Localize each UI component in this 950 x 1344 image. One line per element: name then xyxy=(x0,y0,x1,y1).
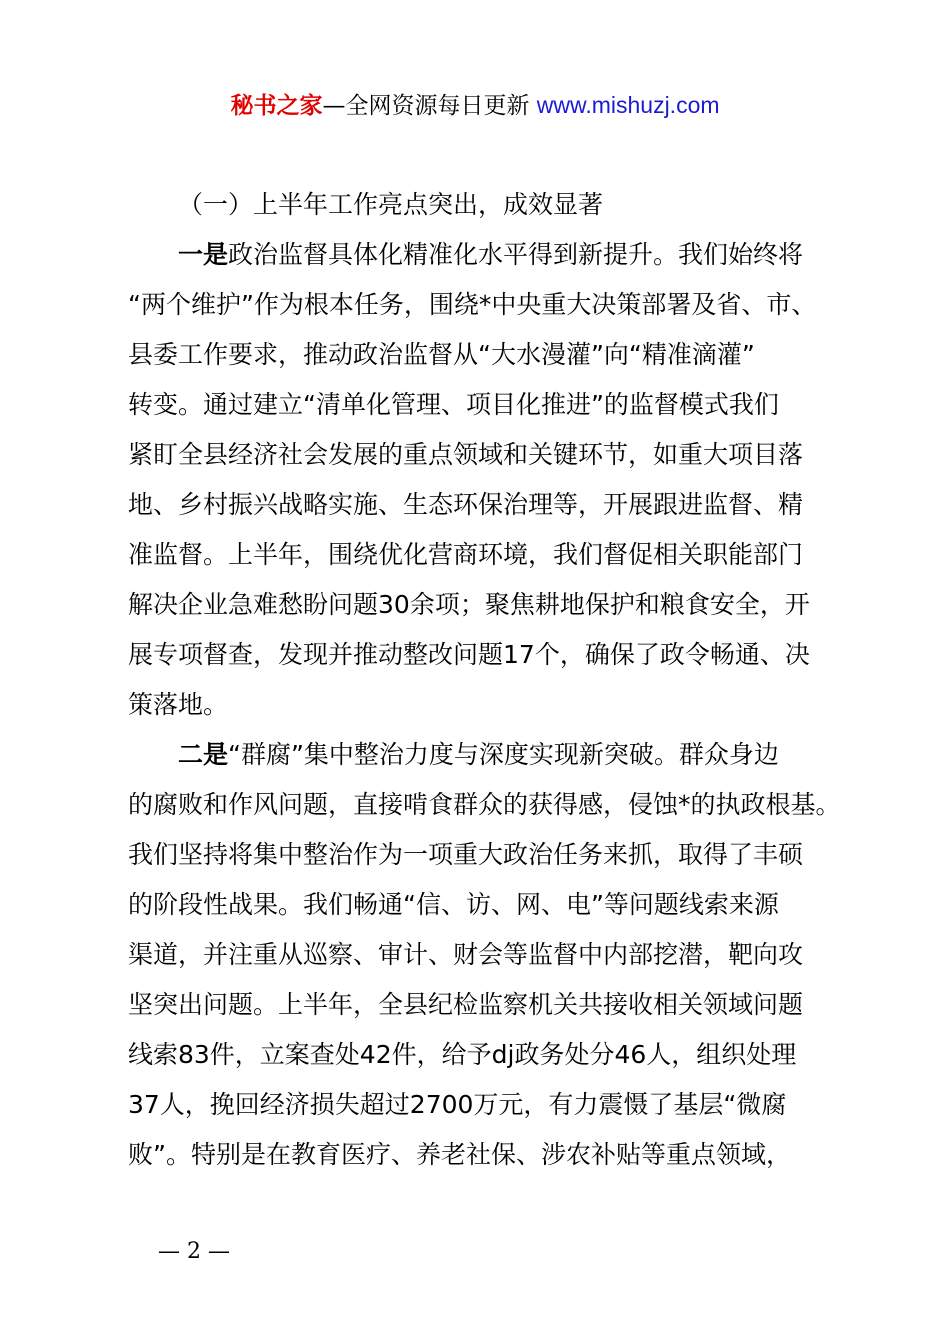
paragraph-line: 的腐败和作风问题，直接啃食群众的获得感，侵蚀*的执政根基。 xyxy=(128,790,841,819)
paragraph-first-line-text: 政治监督具体化精准化水平得到新提升。我们始终将 xyxy=(228,240,804,269)
paragraph-line: 败”。特别是在教育医疗、养老社保、涉农补贴等重点领域， xyxy=(128,1140,791,1169)
brand-name: 秘书之家 xyxy=(230,93,323,119)
paragraph-line: 坚突出问题。上半年，全县纪检监察机关共接收相关领域问题 xyxy=(128,990,804,1019)
document-body xyxy=(128,185,841,1185)
paragraph-line: 转变。通过建立“清单化管理、项目化推进”的监督模式我们 xyxy=(128,390,779,419)
paragraph-line: 策落地。 xyxy=(128,690,229,719)
paragraph-line: 解决企业急难愁盼问题30余项；聚焦耕地保护和粮食安全，开 xyxy=(128,590,810,619)
paragraph-line: 线索83件，立案查处42件，给予dj政务处分46人，组织处理 xyxy=(128,1040,797,1069)
paragraph-2 xyxy=(128,735,841,1185)
paragraph-first-line xyxy=(128,735,838,785)
paragraph-lead: 二是 xyxy=(178,740,229,769)
site-url-link[interactable]: www.mishuzj.com xyxy=(536,92,720,118)
paragraph-lead: 一是 xyxy=(178,240,229,269)
paragraph-line: 的阶段性战果。我们畅通“信、访、网、电”等问题线索来源 xyxy=(128,890,779,919)
paragraph-line: 我们坚持将集中整治作为一项重大政治任务来抓，取得了丰硕 xyxy=(128,840,804,869)
paragraph-line: 展专项督查，发现并推动整改问题17个，确保了政令畅通、决 xyxy=(128,640,810,669)
site-header xyxy=(0,88,950,123)
paragraph-line: 准监督。上半年，围绕优化营商环境，我们督促相关职能部门 xyxy=(128,540,804,569)
page-number: — 2 — xyxy=(158,1239,230,1264)
paragraph-first-line-text: “群腐”集中整治力度与深度实现新突破。群众身边 xyxy=(228,740,779,769)
section-heading: （一）上半年工作亮点突出，成效显著 xyxy=(178,190,604,219)
paragraph-line: “两个维护”作为根本任务，围绕*中央重大决策部署及省、市、 xyxy=(128,290,817,319)
paragraph-line: 紧盯全县经济社会发展的重点领域和关键环节，如重大项目落 xyxy=(128,440,804,469)
header-tagline: —全网资源每日更新 xyxy=(322,93,537,119)
paragraph-first-line xyxy=(128,235,838,285)
paragraph-line: 县委工作要求，推动政治监督从“大水漫灌”向“精准滴灌” xyxy=(128,340,755,369)
paragraph-line: 渠道，并注重从巡察、审计、财会等监督中内部挖潜，靶向攻 xyxy=(128,940,804,969)
paragraph-1 xyxy=(128,235,838,735)
paragraph-line: 37人，挽回经济损失超过2700万元，有力震慑了基层“微腐 xyxy=(128,1090,787,1119)
paragraph-line: 地、乡村振兴战略实施、生态环保治理等，开展跟进监督、精 xyxy=(128,490,804,519)
